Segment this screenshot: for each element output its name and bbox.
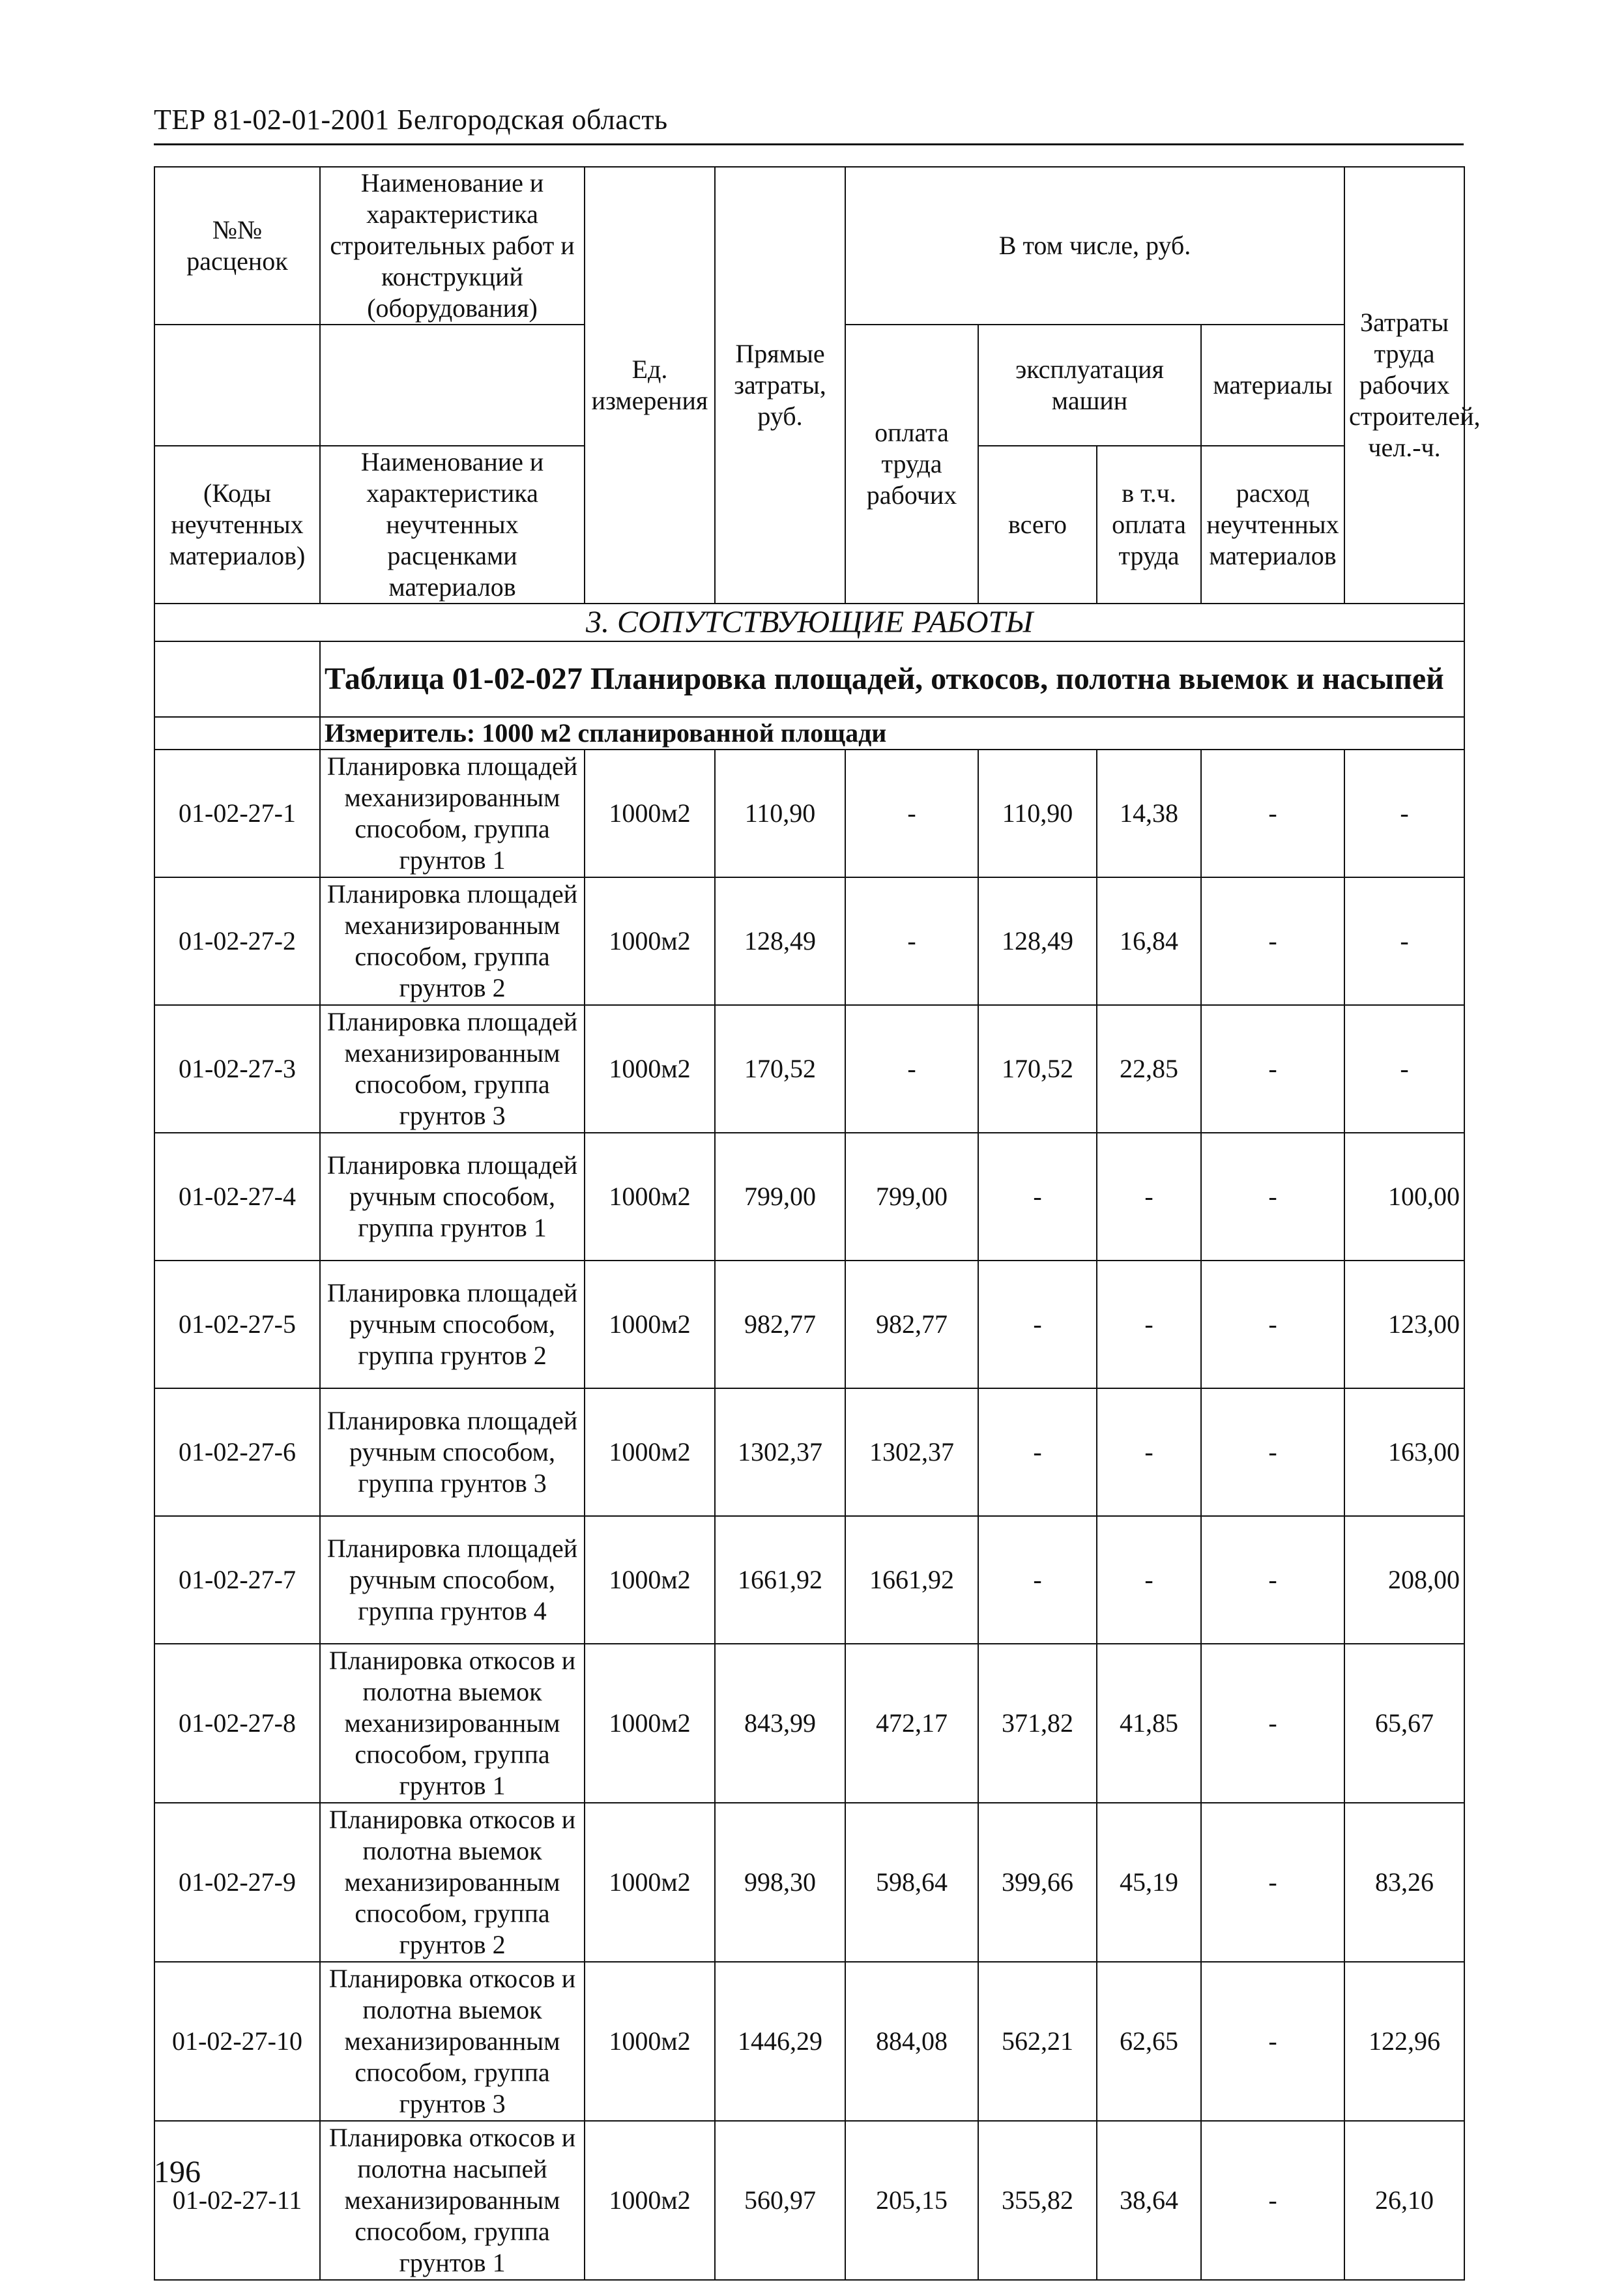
table-row <box>154 1005 1464 1133</box>
table-row <box>154 1516 1464 1644</box>
col-total-head: всего <box>978 446 1097 604</box>
row-machines-wage: 38,64 <box>1097 2121 1201 2280</box>
row-materials: - <box>1201 2121 1344 2280</box>
row-code: 01-02-27-1 <box>154 750 320 877</box>
row-machines: 371,82 <box>978 1644 1097 1803</box>
row-wage: - <box>845 877 978 1005</box>
name-subhead-spacer <box>320 325 585 446</box>
row-unit: 1000м2 <box>585 1388 715 1516</box>
row-wage: - <box>845 750 978 877</box>
row-name: Планировка площадей ручным способом, группа грунтов 3 <box>320 1388 585 1516</box>
table-row <box>154 1962 1464 2121</box>
row-wage: 205,15 <box>845 2121 978 2280</box>
table-row <box>154 877 1464 1005</box>
row-materials: - <box>1201 1388 1344 1516</box>
row-name: Планировка площадей ручным способом, группа грунтов 4 <box>320 1516 585 1644</box>
row-code: 01-02-27-9 <box>154 1803 320 1962</box>
row-labor: 163,00 <box>1344 1388 1464 1516</box>
row-labor: 100,00 <box>1344 1133 1464 1261</box>
table-row <box>154 1803 1464 1962</box>
row-machines: 110,90 <box>978 750 1097 877</box>
row-machines: - <box>978 1133 1097 1261</box>
col-labor-head: Затраты труда рабочих строителей, чел.-ч. <box>1344 167 1464 604</box>
row-unit: 1000м2 <box>585 1644 715 1803</box>
row-labor: 122,96 <box>1344 1962 1464 2121</box>
measure-row <box>154 717 1464 750</box>
row-machines-wage: - <box>1097 1261 1201 1388</box>
row-direct: 560,97 <box>715 2121 845 2280</box>
row-machines-wage: 45,19 <box>1097 1803 1201 1962</box>
col-incl-head: В том числе, руб. <box>845 167 1344 325</box>
row-machines-wage: - <box>1097 1516 1201 1644</box>
row-unit: 1000м2 <box>585 1962 715 2121</box>
row-materials: - <box>1201 1803 1344 1962</box>
row-machines: 399,66 <box>978 1803 1097 1962</box>
row-materials: - <box>1201 1261 1344 1388</box>
row-labor: 123,00 <box>1344 1261 1464 1388</box>
row-name: Планировка площадей ручным способом, группа грунтов 2 <box>320 1261 585 1388</box>
row-direct: 982,77 <box>715 1261 845 1388</box>
row-machines: - <box>978 1516 1097 1644</box>
row-direct: 1446,29 <box>715 1962 845 2121</box>
section-row <box>154 604 1464 641</box>
row-wage: 1302,37 <box>845 1388 978 1516</box>
row-machines: 355,82 <box>978 2121 1097 2280</box>
row-wage: - <box>845 1005 978 1133</box>
row-code: 01-02-27-8 <box>154 1644 320 1803</box>
row-unit: 1000м2 <box>585 1133 715 1261</box>
row-labor: - <box>1344 750 1464 877</box>
row-code: 01-02-27-3 <box>154 1005 320 1133</box>
table-row <box>154 1388 1464 1516</box>
row-direct: 1302,37 <box>715 1388 845 1516</box>
col-unacc-head: расход неучтенных материалов <box>1201 446 1344 604</box>
row-code: 01-02-27-2 <box>154 877 320 1005</box>
row-name: Планировка площадей механизированным способом, группа грунтов 2 <box>320 877 585 1005</box>
col-wage-head: оплата труда рабочих <box>845 325 978 604</box>
measure-left-spacer <box>154 717 320 750</box>
row-name: Планировка площадей механизированным способом, группа грунтов 3 <box>320 1005 585 1133</box>
row-wage: 472,17 <box>845 1644 978 1803</box>
row-name: Планировка откосов и полотна выемок механизированным способом, группа грунтов 2 <box>320 1803 585 1962</box>
row-machines-wage: - <box>1097 1388 1201 1516</box>
col-name-alt-head: Наименование и характеристика неучтенных расценками материалов <box>320 446 585 604</box>
measure-label: Измеритель: 1000 м2 спланированной площади <box>320 717 1464 750</box>
row-machines-wage: 22,85 <box>1097 1005 1201 1133</box>
row-wage: 884,08 <box>845 1962 978 2121</box>
table-row <box>154 2121 1464 2280</box>
table-title: Таблица 01-02-027 Планировка площадей, откосов, полотна выемок и насыпей <box>320 641 1464 717</box>
row-machines-wage: - <box>1097 1133 1201 1261</box>
row-labor: 208,00 <box>1344 1516 1464 1644</box>
row-name: Планировка откосов и полотна насыпей механизированным способом, группа грунтов 1 <box>320 2121 585 2280</box>
row-unit: 1000м2 <box>585 1005 715 1133</box>
page-number: 196 <box>154 2155 201 2189</box>
row-labor: - <box>1344 877 1464 1005</box>
row-wage: 1661,92 <box>845 1516 978 1644</box>
header-row-1 <box>154 167 1464 325</box>
col-name-head: Наименование и характеристика строительных работ и конструкций (оборудования) <box>320 167 585 325</box>
row-unit: 1000м2 <box>585 877 715 1005</box>
header-rule <box>154 143 1464 145</box>
row-code: 01-02-27-11 <box>154 2121 320 2280</box>
row-direct: 128,49 <box>715 877 845 1005</box>
row-code: 01-02-27-4 <box>154 1133 320 1261</box>
section-title: 3. СОПУТСТВУЮЩИЕ РАБОТЫ <box>154 604 1464 641</box>
row-labor: 83,26 <box>1344 1803 1464 1962</box>
col-machines-head: эксплуатация машин <box>978 325 1201 446</box>
rates-table <box>154 166 1481 2281</box>
row-unit: 1000м2 <box>585 1516 715 1644</box>
row-direct: 998,30 <box>715 1803 845 1962</box>
row-machines-wage: 14,38 <box>1097 750 1201 877</box>
row-machines: 562,21 <box>978 1962 1097 2121</box>
row-machines-wage: 62,65 <box>1097 1962 1201 2121</box>
row-direct: 843,99 <box>715 1644 845 1803</box>
code-subhead-spacer <box>154 325 320 446</box>
row-code: 01-02-27-6 <box>154 1388 320 1516</box>
table-title-row <box>154 641 1464 717</box>
row-wage: 982,77 <box>845 1261 978 1388</box>
row-labor: - <box>1344 1005 1464 1133</box>
row-machines: - <box>978 1261 1097 1388</box>
row-wage: 598,64 <box>845 1803 978 1962</box>
title-left-spacer <box>154 641 320 717</box>
col-incl-wage-head: в т.ч. оплата труда <box>1097 446 1201 604</box>
col-unit-head: Ед. измерения <box>585 167 715 604</box>
row-code: 01-02-27-10 <box>154 1962 320 2121</box>
row-machines-wage: 16,84 <box>1097 877 1201 1005</box>
row-name: Планировка площадей ручным способом, группа грунтов 1 <box>320 1133 585 1261</box>
row-materials: - <box>1201 877 1344 1005</box>
row-unit: 1000м2 <box>585 2121 715 2280</box>
row-materials: - <box>1201 750 1344 877</box>
row-wage: 799,00 <box>845 1133 978 1261</box>
row-materials: - <box>1201 1133 1344 1261</box>
row-machines: 128,49 <box>978 877 1097 1005</box>
col-code-head: №№ расценок <box>154 167 320 325</box>
row-materials: - <box>1201 1005 1344 1133</box>
row-materials: - <box>1201 1644 1344 1803</box>
row-direct: 1661,92 <box>715 1516 845 1644</box>
row-direct: 170,52 <box>715 1005 845 1133</box>
row-name: Планировка площадей механизированным способом, группа грунтов 1 <box>320 750 585 877</box>
col-direct-head: Прямые затраты, руб. <box>715 167 845 604</box>
row-materials: - <box>1201 1516 1344 1644</box>
col-code-alt-head: (Коды неучтенных материалов) <box>154 446 320 604</box>
row-labor: 26,10 <box>1344 2121 1464 2280</box>
row-code: 01-02-27-7 <box>154 1516 320 1644</box>
row-machines: - <box>978 1388 1097 1516</box>
row-machines: 170,52 <box>978 1005 1097 1133</box>
row-name: Планировка откосов и полотна выемок механизированным способом, группа грунтов 1 <box>320 1644 585 1803</box>
row-labor: 65,67 <box>1344 1644 1464 1803</box>
running-header: ТЕР 81-02-01-2001 Белгородская область <box>154 104 668 136</box>
table-row <box>154 1261 1464 1388</box>
row-unit: 1000м2 <box>585 750 715 877</box>
table-row <box>154 750 1464 877</box>
row-unit: 1000м2 <box>585 1803 715 1962</box>
row-unit: 1000м2 <box>585 1261 715 1388</box>
row-direct: 110,90 <box>715 750 845 877</box>
col-materials-head: материалы <box>1201 325 1344 446</box>
row-name: Планировка откосов и полотна выемок механизированным способом, группа грунтов 3 <box>320 1962 585 2121</box>
table-row <box>154 1133 1464 1261</box>
row-direct: 799,00 <box>715 1133 845 1261</box>
table-row <box>154 1644 1464 1803</box>
row-materials: - <box>1201 1962 1344 2121</box>
row-machines-wage: 41,85 <box>1097 1644 1201 1803</box>
row-code: 01-02-27-5 <box>154 1261 320 1388</box>
